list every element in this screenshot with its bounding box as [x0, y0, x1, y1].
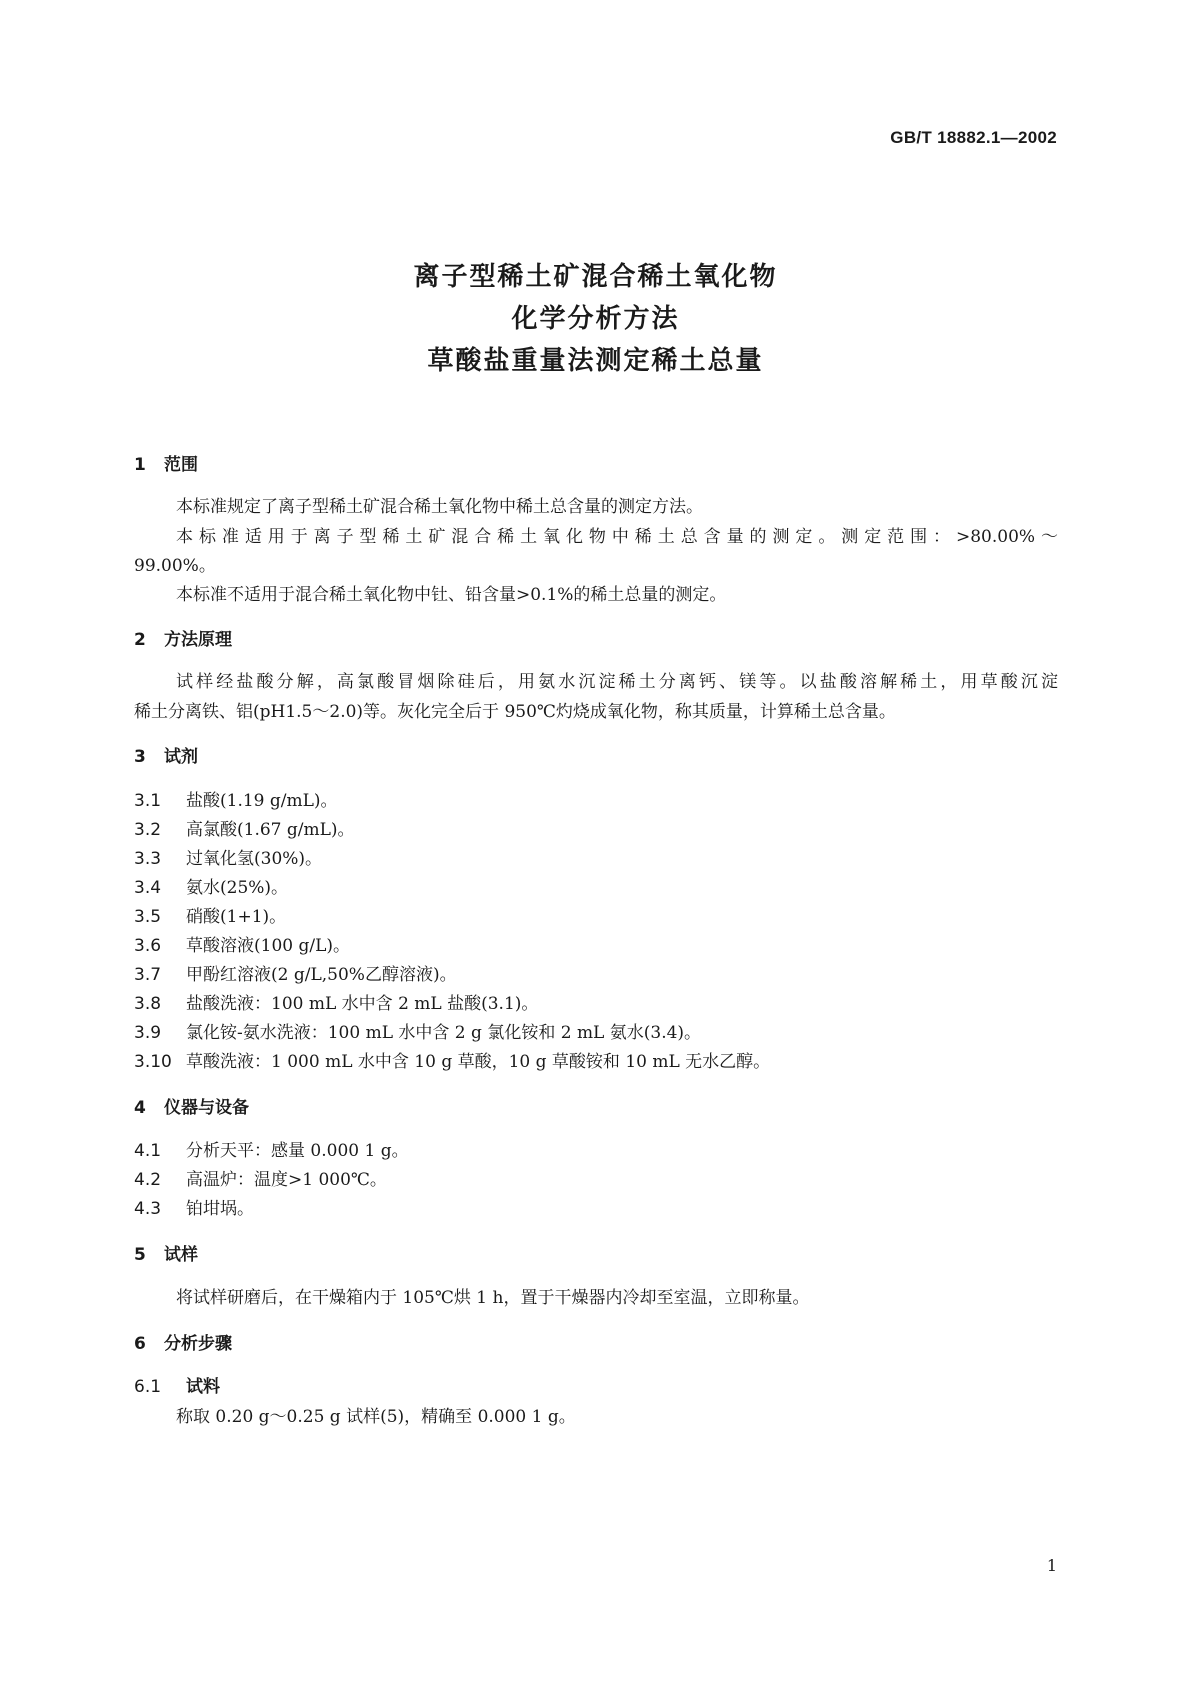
item-text: 草酸溶液(100 g/L)。 [186, 936, 351, 956]
section-title: 范围 [164, 455, 198, 475]
item-text: 甲酚红溶液(2 g/L,50%乙醇溶液)。 [186, 965, 457, 985]
standard-number: GB/T 18882.1—2002 [890, 128, 1057, 147]
item-text: 高温炉：温度>1 000℃。 [186, 1170, 387, 1190]
reagent-item [134, 786, 338, 811]
item-number: 3.6 [134, 936, 162, 956]
item-number: 3.1 [134, 791, 162, 811]
reagent-item [134, 1018, 701, 1043]
section-number: 1 [134, 455, 146, 475]
scope-paragraph-3: 本标准不适用于混合稀土氧化物中钍、铅含量>0.1%的稀土总量的测定。 [176, 585, 727, 605]
apparatus-item [134, 1194, 254, 1219]
section-heading-procedure [134, 1329, 232, 1354]
item-text: 盐酸洗液：100 mL 水中含 2 mL 盐酸(3.1)。 [186, 994, 539, 1014]
item-number: 3.2 [134, 820, 162, 840]
section-number: 4 [134, 1098, 146, 1118]
principle-line-2: 稀土分离铁、铝(pH1.5～2.0)等。灰化完全后于 950℃灼烧成氧化物，称其质量，计算稀土总含量。 [134, 702, 896, 722]
section-number: 3 [134, 747, 146, 767]
section-heading-sample [134, 1240, 198, 1265]
apparatus-item [134, 1136, 409, 1161]
apparatus-item [134, 1165, 387, 1190]
item-number: 4.2 [134, 1170, 162, 1190]
item-text: 试料 [186, 1377, 220, 1397]
reagent-item [134, 989, 538, 1014]
sample-paragraph: 将试样研磨后，在干燥箱内于 105℃烘 1 h，置于干燥器内冷却至室温，立即称量。 [176, 1288, 810, 1308]
item-number: 3.4 [134, 878, 162, 898]
test-portion-paragraph: 称取 0.20 g～0.25 g 试样(5)，精确至 0.000 1 g。 [176, 1407, 576, 1427]
item-text: 高氯酸(1.67 g/mL)。 [186, 820, 355, 840]
item-text: 氯化铵-氨水洗液：100 mL 水中含 2 g 氯化铵和 2 mL 氨水(3.4)。 [186, 1023, 702, 1043]
item-text: 氨水(25%)。 [186, 878, 289, 898]
item-number: 3.10 [134, 1052, 172, 1072]
scope-paragraph-2-line-1: 本标准适用于离子型稀土矿混合稀土氧化物中稀土总含量的测定。测定范围：>80.00%～ [176, 527, 1058, 547]
item-text: 分析天平：感量 0.000 1 g。 [186, 1141, 409, 1161]
reagent-item [134, 873, 288, 898]
section-heading-scope [134, 450, 198, 475]
item-number: 3.9 [134, 1023, 162, 1043]
item-number: 3.3 [134, 849, 162, 869]
item-number: 4.1 [134, 1141, 162, 1161]
section-title: 试剂 [164, 747, 198, 767]
section-heading-reagents [134, 742, 198, 767]
subsection-heading-test-portion [134, 1372, 220, 1397]
item-number: 3.5 [134, 907, 162, 927]
item-number: 6.1 [134, 1377, 162, 1397]
reagent-item [134, 960, 457, 985]
reagent-item [134, 931, 350, 956]
section-number: 2 [134, 630, 146, 650]
item-number: 3.7 [134, 965, 162, 985]
title-line-2: 化学分析方法 [511, 304, 680, 334]
item-text: 硝酸(1+1)。 [186, 907, 287, 927]
title-line-1: 离子型稀土矿混合稀土氧化物 [413, 262, 778, 292]
reagent-item [134, 1047, 770, 1072]
page-number: 1 [1046, 1556, 1057, 1575]
section-number: 5 [134, 1245, 146, 1265]
reagent-item [134, 844, 322, 869]
principle-line-1: 试样经盐酸分解，高氯酸冒烟除硅后，用氨水沉淀稀土分离钙、镁等。以盐酸溶解稀土，用草酸沉淀 [176, 672, 1058, 692]
scope-paragraph-1: 本标准规定了离子型稀土矿混合稀土氧化物中稀土总含量的测定方法。 [176, 497, 703, 517]
section-title: 分析步骤 [164, 1334, 232, 1354]
section-heading-principle [134, 625, 232, 650]
section-number: 6 [134, 1334, 146, 1354]
reagent-item [134, 902, 286, 927]
section-title: 方法原理 [164, 630, 232, 650]
item-text: 过氧化氢(30%)。 [186, 849, 323, 869]
item-number: 4.3 [134, 1199, 162, 1219]
section-title: 仪器与设备 [164, 1098, 249, 1118]
scope-paragraph-2-line-2: 99.00%。 [134, 556, 216, 576]
item-text: 铂坩埚。 [186, 1199, 254, 1219]
item-number: 3.8 [134, 994, 162, 1014]
item-text: 盐酸(1.19 g/mL)。 [186, 791, 338, 811]
reagent-item [134, 815, 355, 840]
item-text: 草酸洗液：1 000 mL 水中含 10 g 草酸，10 g 草酸铵和 10 mL 无水乙醇。 [186, 1052, 771, 1072]
title-line-3: 草酸盐重量法测定稀土总量 [427, 346, 764, 376]
section-heading-apparatus [134, 1093, 249, 1118]
section-title: 试样 [164, 1245, 198, 1265]
